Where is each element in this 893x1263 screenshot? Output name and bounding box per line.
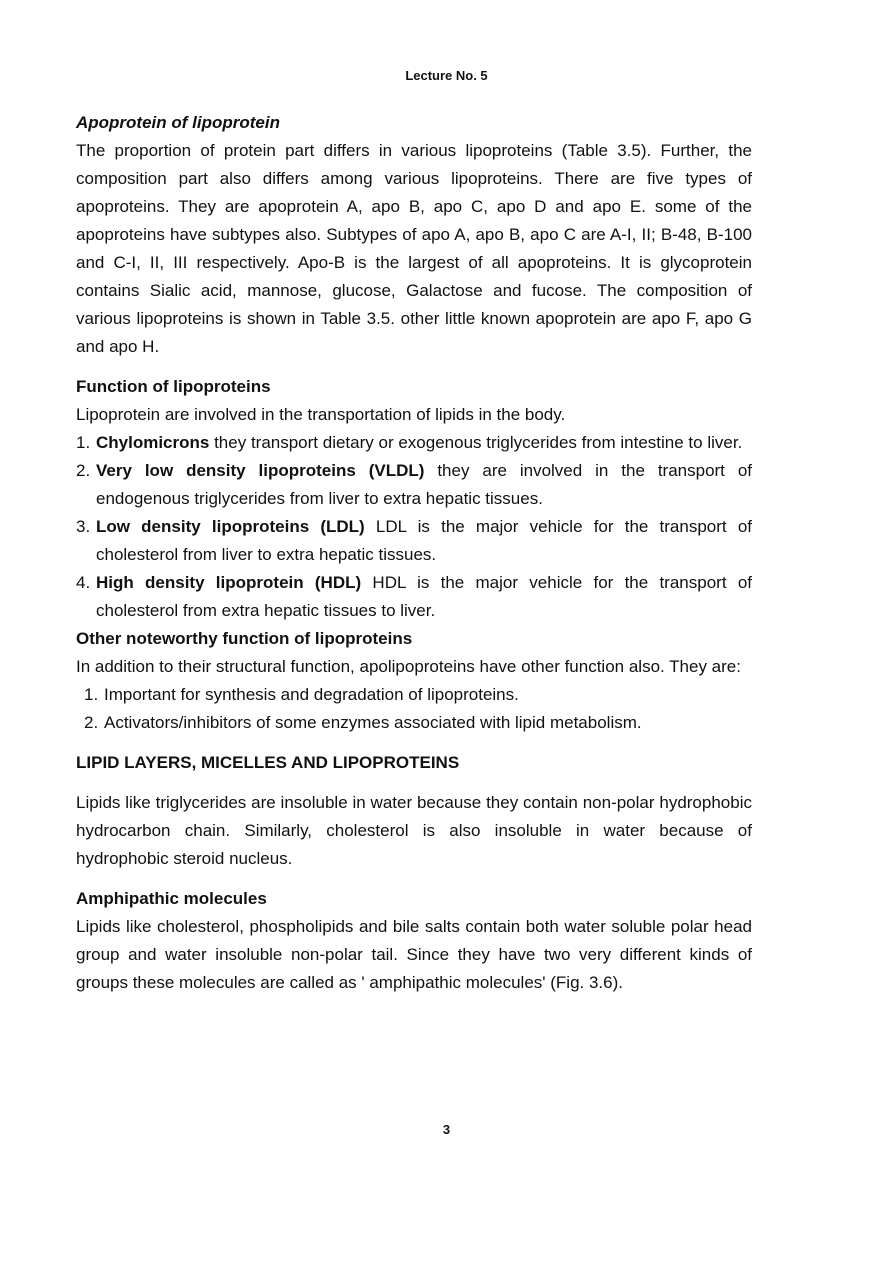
section-title-apoprotein: Apoprotein of lipoprotein xyxy=(76,113,280,132)
list-item xyxy=(76,709,752,737)
amphipathic-paragraph: Lipids like cholesterol, phospholipids and bile salts contain both water soluble polar head group and water insoluble non-polar tail. Since they have two very different kinds of groups these molecules are called as ' amphipathic molecules' (Fig. 3.6). xyxy=(76,917,752,992)
other-function-intro: In addition to their structural function, apolipoproteins have other function also. They are: xyxy=(76,657,741,676)
list-item xyxy=(76,457,752,513)
page-header: Lecture No. 5 xyxy=(405,68,488,83)
list-text xyxy=(96,513,752,569)
page-content xyxy=(76,109,752,997)
list-number: 3. xyxy=(76,517,91,536)
spacer xyxy=(76,873,752,885)
page-number: 3 xyxy=(442,1122,451,1137)
list-term: Low density lipoproteins (LDL) xyxy=(96,517,365,536)
spacer xyxy=(76,777,752,789)
list-text xyxy=(96,457,752,513)
list-text: Activators/inhibitors of some enzymes associated with lipid metabolism. xyxy=(104,713,642,732)
list-description: they transport dietary or exogenous triglycerides from intestine to liver. xyxy=(209,433,743,452)
list-text xyxy=(96,429,752,457)
list-description: HDL is the major vehicle for the transport of cholesterol from extra hepatic tissues to liver. xyxy=(96,573,752,620)
list-description: LDL is the major vehicle for the transport of cholesterol from liver to extra hepatic tissues. xyxy=(96,517,753,564)
list-number: 1. xyxy=(76,433,91,452)
section-title-lipid-layers: LIPID LAYERS, MICELLES AND LIPOPROTEINS xyxy=(76,753,460,772)
list-term: Chylomicrons xyxy=(96,433,210,452)
list-number: 4. xyxy=(76,573,91,592)
section-title-other-function: Other noteworthy function of lipoproteins xyxy=(76,629,413,648)
list-number: 1. xyxy=(84,685,99,704)
section-title-function: Function of lipoproteins xyxy=(76,377,271,396)
list-term: High density lipoprotein (HDL) xyxy=(96,573,362,592)
spacer xyxy=(76,361,752,373)
list-item xyxy=(76,681,752,709)
apoprotein-paragraph: The proportion of protein part differs in various lipoproteins (Table 3.5). Further, the composition part also differs among various lipoproteins. There are five types of apoproteins. They are apoprotein A, apo B, apo C, apo D and apo E. some of the apoproteins have subtypes also. Subtypes of apo A, apo B, apo C are A-I, II; B-48, B-100 and C-I, II, III respectively. Apo-B is the largest of all apoproteins. It is glycoprotein contains Sialic acid, mannose, glucose, Galactose and fucose. The composition of various lipoproteins is shown in Table 3.5. other little known apoprotein are apo F, apo G and apo H. xyxy=(76,141,752,356)
lipid-layers-paragraph: Lipids like triglycerides are insoluble in water because they contain non-polar hydrophobic hydrocarbon chain. Similarly, cholesterol is also insoluble in water because of hydrophobic steroid nucleus. xyxy=(76,793,752,868)
section-title-amphipathic: Amphipathic molecules xyxy=(76,889,267,908)
list-term: Very low density lipoproteins (VLDL) xyxy=(96,461,425,480)
list-text xyxy=(96,569,752,625)
list-item xyxy=(76,569,752,625)
list-item xyxy=(76,429,752,457)
spacer xyxy=(76,737,752,749)
list-text: Important for synthesis and degradation of lipoproteins. xyxy=(104,685,519,704)
function-intro: Lipoprotein are involved in the transportation of lipids in the body. xyxy=(76,405,566,424)
list-item xyxy=(76,513,752,569)
list-number: 2. xyxy=(84,713,99,732)
list-number: 2. xyxy=(76,461,91,480)
list-description: they are involved in the transport of endogenous triglycerides from liver to extra hepatic tissues. xyxy=(96,461,752,508)
